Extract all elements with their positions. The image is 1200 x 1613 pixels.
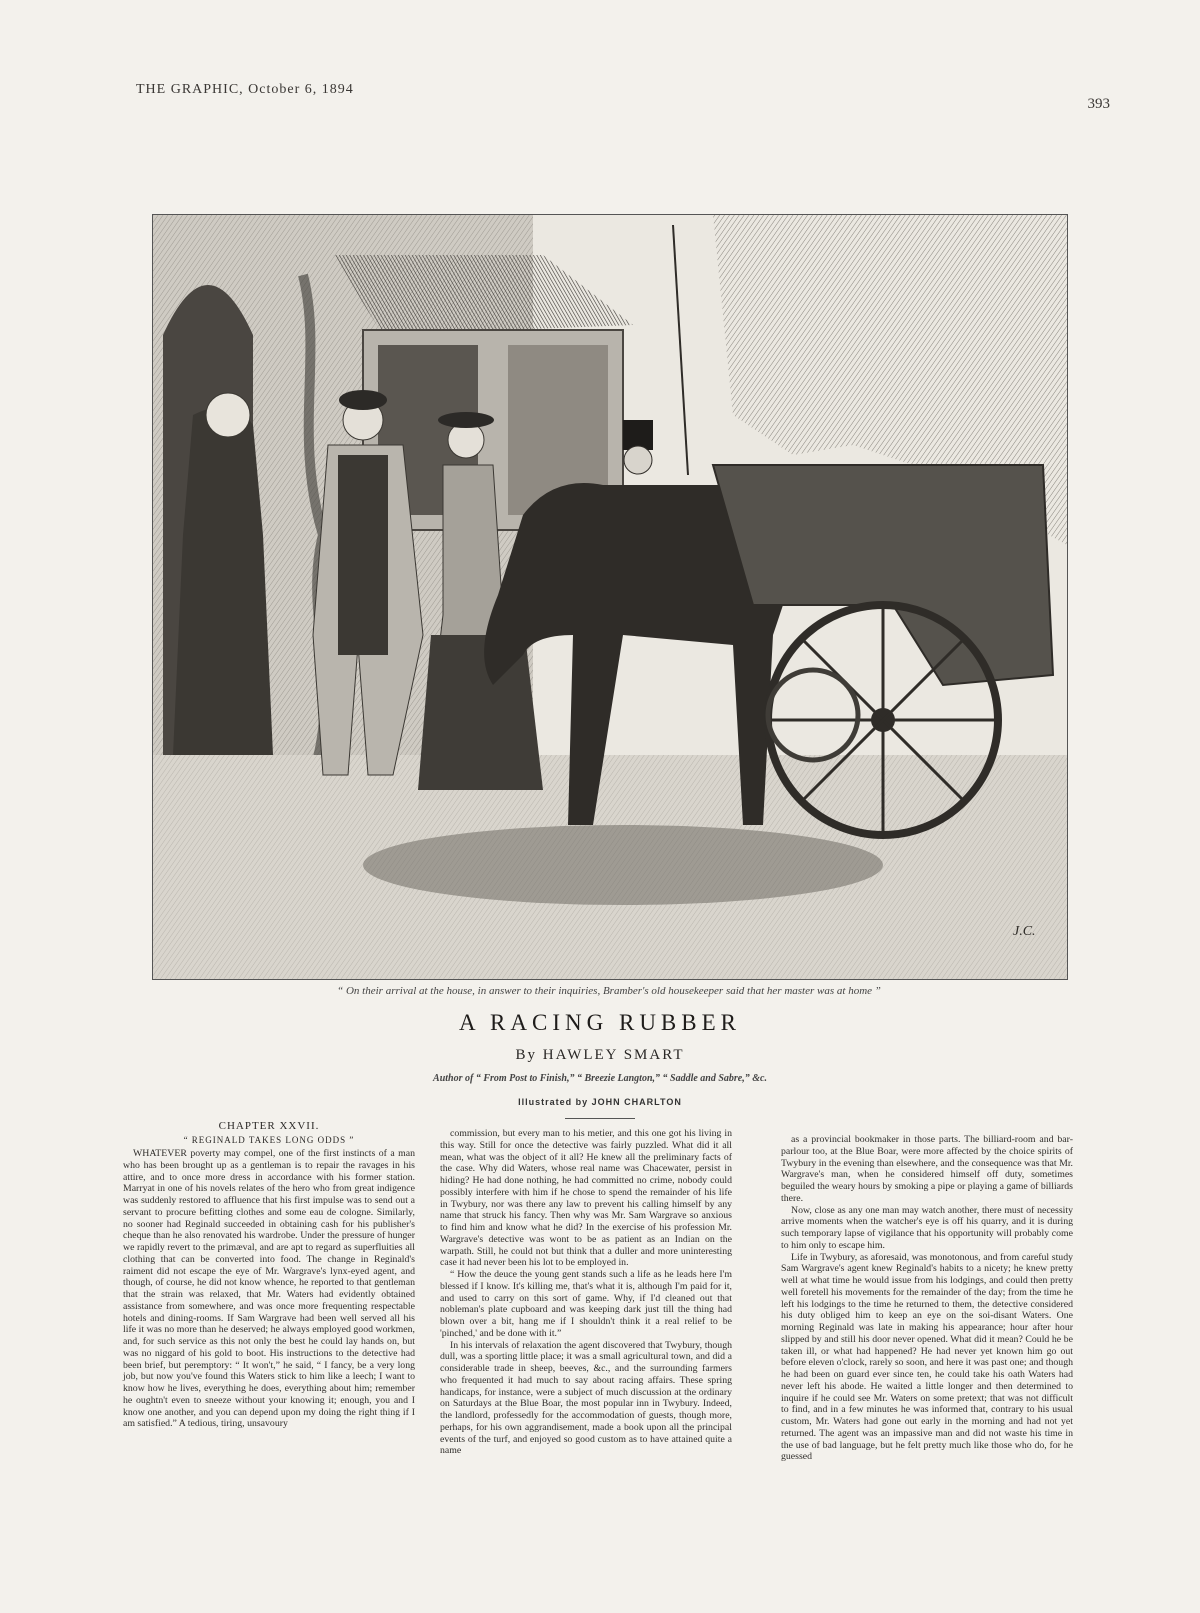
running-title: THE GRAPHIC, October 6, 1894 [136,82,354,97]
illustrator-credit: Illustrated by JOHN CHARLTON [518,1097,682,1107]
illustration-caption: “ On their arrival at the house, in answer to their inquiries, Bramber's old housekeeper said that her master was at home ” [337,985,881,997]
story-byline: By HAWLEY SMART [515,1047,685,1063]
text-column-3 [781,1134,1073,1463]
author-credits: Author of “ From Post to Finish,” “ Breezie Langton,” “ Saddle and Sabre,” &c. [433,1073,767,1084]
paragraph: In his intervals of relaxation the agent discovered that Twybury, though dull, was a sporting little place; it was a small agricultural town, and did a considerable trade in sheep, beeves, &c., and the surrounding farmers who frequented it had much to say about racing affairs. These spring handicaps, for instance, were a subject of much discussion at the ordinary on Saturdays at the Blue Boar, the most popular inn in Twybury. Indeed, the landlord, professedly for the accommodation of guests, though more, perhaps, for his own aggrandisement, made a book upon all the principal events of the turf, and enjoyed so good custom as to have attained quite a name [440,1339,732,1457]
paragraph: “ How the deuce the young gent stands such a life as he leads here I'm blessed if I know. It's killing me, that's what it is, although I'm paid for it, and used to carry on this sort of game. Why, if I'd cleaned out that nobleman's plate cupboard and was keeping dark just till the thing had blown over a bit, hang me if I shouldn't think it a real relief to be 'pinched,' and be done with it.” [440,1269,732,1339]
paragraph: as a provincial bookmaker in those parts. The billiard-room and bar-parlour too, at the Blue Boar, were more affected by the choice spirits of Twybury in the evening than elsewhere, and the consequence was that Mr. Wargrave's man, when he considered himself off duty, sometimes beguiled the weary hours by smoking a pipe or playing a game of billiards there. [781,1134,1073,1204]
text-column-1 [123,1148,415,1430]
page-number: 393 [1087,96,1110,112]
paragraph: Now, close as any one man may watch another, there must of necessity arrive moments when the watcher's eye is off his quarry, and it is during such temporary lapse of vigilance that his opportunity will probably come to him only to escape him. [781,1204,1073,1251]
paragraph: Life in Twybury, as aforesaid, was monotonous, and from careful study Sam Wargrave's agent knew Reginald's habits to a nicety; he knew pretty well at what time he would issue from his lodgings, and could then pretty well foretell his movements for the remainder of the day; from the time he left his lodgings to the time he returned to them, the detective considered his duty obliged him to keep an eye on the soi-disant Waters. One morning Reginald was late in making his appearance; hour after hour slipped by and still his door never opened. What did it mean? Could he be taken ill, or what had happened? He had never yet known him go out before eleven o'clock, rarely so soon, and here it was past one; and though he had been on guard ever since ten, he could take his oath Waters had never left his abode. He waited a little longer and then determined to inquire if he could see Mr. Waters on some pretext; that was not difficult to find, and in a few minutes he was informed that, contrary to his usual custom, Mr. Waters had gone out early in the morning and had not yet returned. The agent was an impassive man and did not waste his time in the use of bad language, but he felt pretty much like those who do, for he guessed [781,1251,1073,1463]
paragraph: commission, but every man to his metier, and this one got his living in this way. Still for once the detective was fairly puzzled. What did it all mean, what was the object of it all? He knew all the preliminary facts of the case. Why did Waters, whose real name was Chacewater, persist in hiding? He had done nothing, he had committed no crime, nobody could possibly interfere with him if he chose to spend the remainder of his life in Twybury, nor was there any law to prevent his calling himself by any name that struck his fancy. Then why was Mr. Sam Wargrave so anxious to find him and know what he did? In the exercise of his profession Mr. Wargrave's detective was wont to be as patient as an Indian on the warpath. Still, he could not but think that a duller and more uninteresting case it had never been his lot to be employed in. [440,1128,732,1269]
text-column-2 [440,1128,732,1457]
artist-signature: J.C. [1013,924,1036,939]
paragraph: WHATEVER poverty may compel, one of the first instincts of a man who has been brought up as a gentleman is to repair the ravages in his attire, and to once more dress in accordance with his former station. Marryat in one of his novels relates of the hero who from great indigence was suddenly restored to affluence that his first impulse was to send out a servant to procure befitting clothes and some eau de cologne. Similarly, no sooner had Reginald succeeded in obtaining cash for his publisher's cheque than he also renovated his wardrobe. Under the pressure of hunger we rapidly revert to the primæval, and are apt to regard as superfluities all clothing that can be converted into food. The change in Reginald's raiment did not escape the eye of Mr. Wargrave's lynx-eyed agent, and though, of course, he did not know whence, he reported to that gentleman that the strain was relaxed, that Mr. Waters had evidently obtained assistance from somewhere, and was once more frequenting respectable hotels and dining-rooms. If Sam Wargrave had been well served all his life it was no more than he deserved; he always employed good workmen, and, for such service as this not only the best he could lay hands on, but was no niggard of his gold to boot. His instructions to the detective had been brief, but peremptory: “ It won't,” he said, “ I fancy, be a very long job, but now you've found this Waters stick to him like a leech; I want to know how he lives, everything he does, everything about him; remember he oughtn't even to sneeze without your knowing it; enough, you and I know one another, and you can depend upon my doing the right thing if I am satisfied.” A tedious, tiring, unsavoury [123,1148,415,1430]
chapter-number: CHAPTER XXVII. [218,1120,320,1132]
engraving-scene [153,215,1067,979]
engraving-illustration [152,214,1068,980]
story-title: A RACING RUBBER [458,1010,742,1035]
divider [565,1118,635,1119]
chapter-title: “ REGINALD TAKES LONG ODDS ” [183,1135,355,1145]
